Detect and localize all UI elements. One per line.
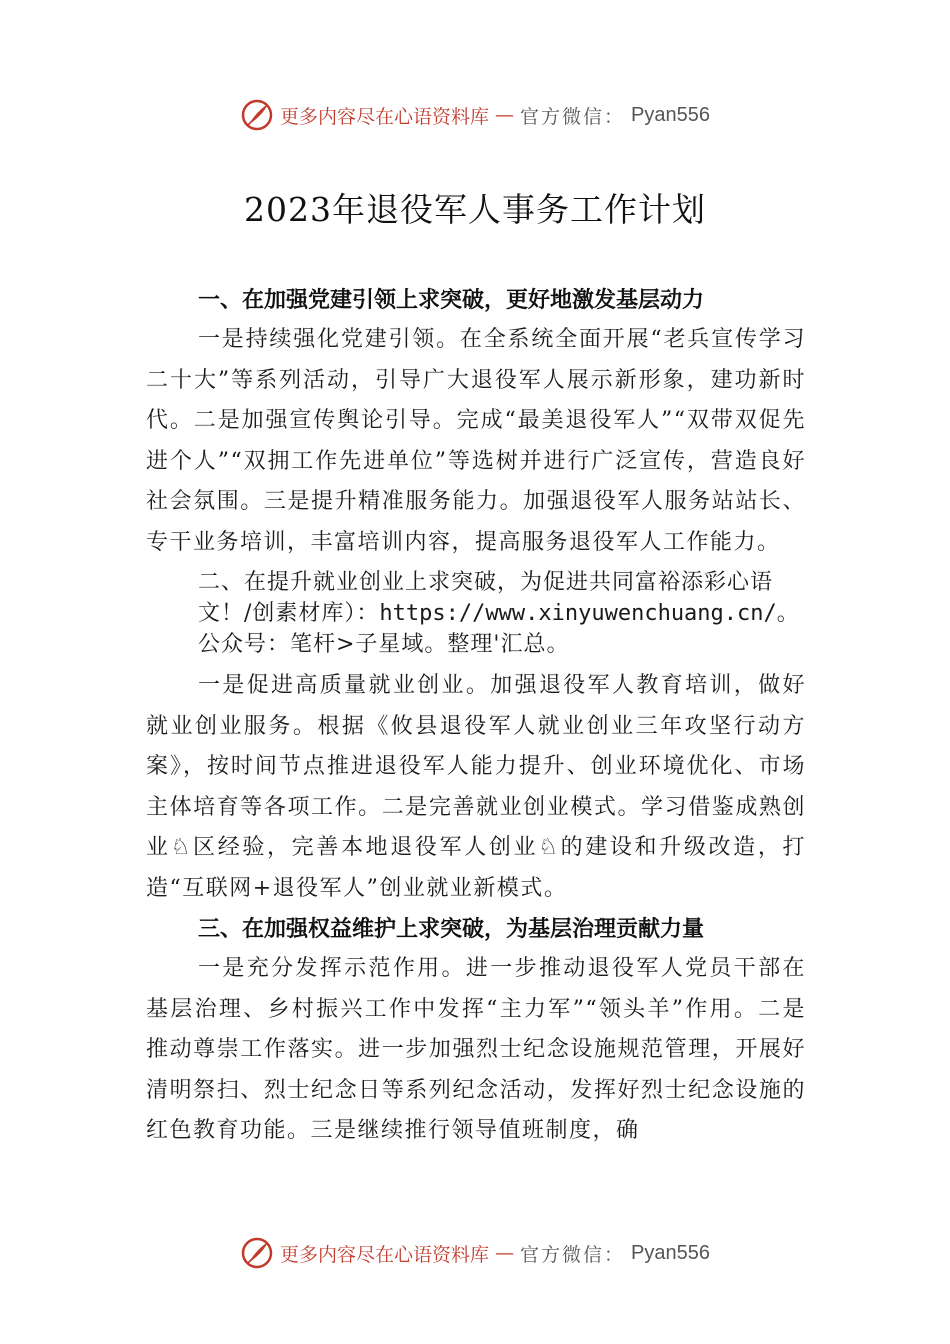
source-url-link[interactable]: https://www.xinyuwenchuang.cn/。 [379, 601, 799, 626]
section-3-heading: 三、在加强权益维护上求突破，为基层治理贡献力量 [198, 917, 705, 942]
section-2-paragraph: 一是促进高质量就业创业。加强退役军人教育培训，做好就业创业服务。根据《攸县退役军人就业创业三年攻坚行动方案》，按时间节点推进退役军人能力提升、创业环境优化、市场主体培育等各项工作。二是完善就业创业模式。学习借鉴成熟创业♘区经验，完善本地退役军人创业♘的建设和升级改造，打造“互联网+退役军人”创业就业新模式。 [146, 673, 806, 901]
watermark-separator: — [495, 104, 515, 126]
watermark-brand: 更多内容尽在心语资料库 [280, 105, 490, 128]
section-3-paragraph: 一是充分发挥示范作用。进一步推动退役军人党员干部在基层治理、乡村振兴工作中发挥“主力军”“领头羊”作用。二是推动尊崇工作落实。进一步加强烈士纪念设施规范管理，开展好清明祭扫、烈士纪念日等系列纪念活动，发挥好烈士纪念设施的红色教育功能。三是继续推行领导值班制度，确 [146, 956, 806, 1143]
header-watermark [0, 95, 950, 135]
watermark-brand: 更多内容尽在心语资料库 [280, 1243, 490, 1266]
document-title: 2023年退役军人事务工作计划 [244, 190, 706, 229]
section-2-heading-line2-text: 文！/创素材库）： [198, 601, 380, 626]
document-body [146, 282, 806, 1152]
quill-logo-icon [240, 98, 274, 132]
quill-logo-icon [240, 1236, 274, 1270]
watermark-wechat-id: Pyan556 [631, 103, 710, 126]
watermark-separator: — [495, 1242, 515, 1264]
watermark-wechat-id: Pyan556 [631, 1241, 710, 1264]
section-1-paragraph: 一是持续强化党建引领。在全系统全面开展“老兵宣传学习二十大”等系列活动，引导广大退役军人展示新形象，建功新时代。二是加强宣传舆论引导。完成“最美退役军人”“双带双促先进个人”“双拥工作先进单位”等选树并进行广泛宣传，营造良好社会氛围。三是提升精准服务能力。加强退役军人服务站站长、专干业务培训，丰富培训内容，提高服务退役军人工作能力。 [146, 327, 806, 555]
section-2-heading [198, 567, 838, 660]
section-2-heading-line3: 公众号：笔杆>子星域。整理'汇总。 [198, 632, 570, 657]
watermark-official-label: 官方微信： [520, 1243, 626, 1266]
footer-watermark [0, 1233, 950, 1273]
section-2-heading-line2 [198, 598, 838, 629]
section-1-heading: 一、在加强党建引领上求突破，更好地激发基层动力 [198, 288, 705, 313]
section-2-heading-line1: 二、在提升就业创业上求突破，为促进共同富裕添彩心语 [198, 570, 774, 595]
watermark-official-label: 官方微信： [520, 105, 626, 128]
